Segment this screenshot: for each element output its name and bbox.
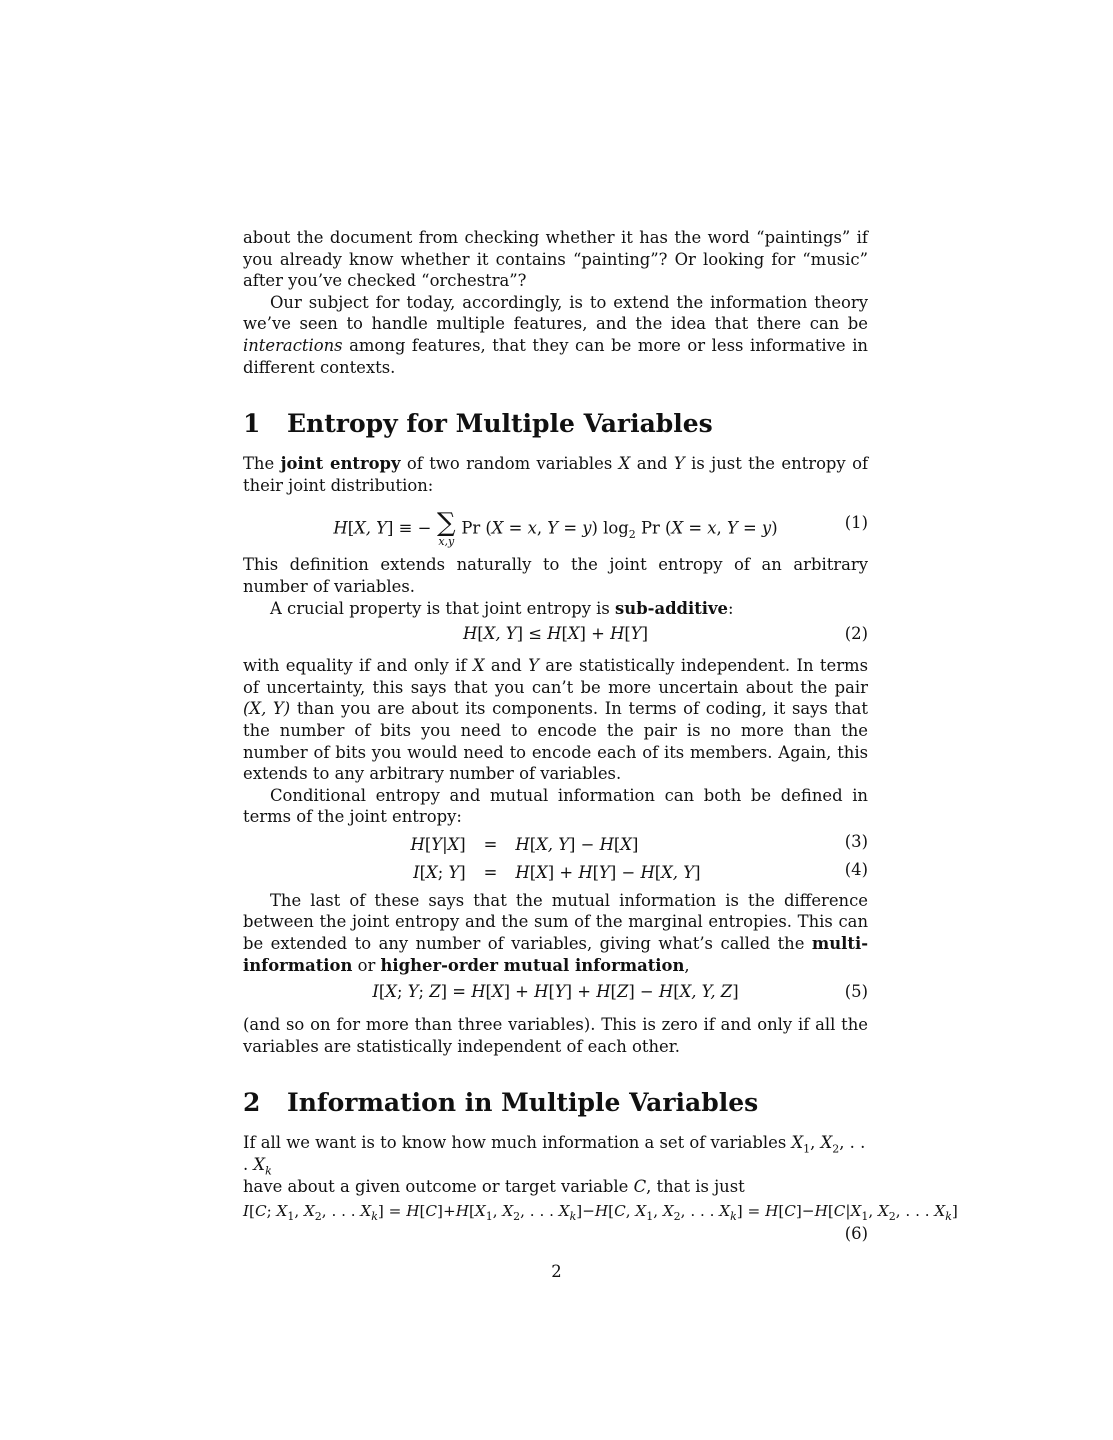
section-1-paragraph-7: (and so on for more than three variables). This is zero if and only if all the variables are statistically independent of each other. xyxy=(243,1015,868,1056)
equation-3: H[Y|X] = H[X, Y] − H[X] xyxy=(410,835,639,855)
page-body xyxy=(243,227,958,1247)
section-1-paragraph-5: Conditional entropy and mutual information can both be defined in terms of the joint entropy: xyxy=(243,785,868,827)
equation-6-body: I[C; $X_1$, $X_2$, . . . $X_k] = H[C]+H[X_1$, $X_2$, . . . $X_k]-H[C$, $X_1$, $X_2$, . . . $X_k] = H[C]-H[C|X_1$, $X_2$, . . . $X_k$] xyxy=(243,1202,958,1224)
intro-paragraph-1: about the document from checking whether it has the word “paintings” if you already know whether it contains “painting”? Or looking for “music” after you’ve checked “orchestra”? xyxy=(243,228,868,291)
section-1-heading: 1 Entropy for Multiple Variables xyxy=(243,409,713,439)
section-2-paragraph-1: If all we want is to know how much information a set of variables $X_1$, $X_2$, . . . $X_k$ have about a given outcome or target variable C, that is just xyxy=(243,1133,866,1196)
sum-symbol: ∑ x,y xyxy=(437,508,456,549)
equation-5-number: (5) xyxy=(844,982,868,1002)
section-1-paragraph-1: The joint entropy of two random variables X and Y is just the entropy of their joint distribution: xyxy=(243,454,869,495)
section-1-paragraph-4: with equality if and only if X and Y are statistically independent. In terms of uncertainty, this says that you can’t be more uncertain about the pair (X, Y) than you are about its components. In terms of coding, it says that the number of bits you need to encode the pair is no more than the number of bits you would need to encode each of its members. Again, this extends to any arbitrary number of variables. xyxy=(243,656,868,784)
equation-6 xyxy=(243,1201,958,1247)
section-1-paragraph-2: This definition extends naturally to the joint entropy of an arbitrary number of variables. xyxy=(243,555,868,596)
section-1-paragraph-6: The last of these says that the mutual information is the difference between the joint entropy and the sum of the marginal entropies. This can be extended to any number of variables, giving what’s called the multi-information or higher-order mutual information, xyxy=(243,890,868,975)
equation-1-number: (1) xyxy=(844,513,868,533)
equation-1 xyxy=(243,500,868,554)
intro-paragraph-2: Our subject for today, accordingly, is to extend the information theory we’ve seen to handle multiple features, and the idea that there can be interactions among features, that they can be more or less informative in different contexts. xyxy=(243,292,868,377)
equation-2-number: (2) xyxy=(844,624,868,644)
equation-2 xyxy=(243,623,868,651)
page-number: 2 xyxy=(551,1262,562,1281)
equation-2-body: H[X, Y] ≤ H[X] + H[Y] xyxy=(462,624,649,644)
section-2-heading: 2 Information in Multiple Variables xyxy=(243,1088,759,1118)
equation-1-body: H[X, Y] ≡ − ∑ x,y Pr (X = x, Y = y) $\log_2 Pr$ (X = x, Y = y) xyxy=(333,508,778,549)
equation-5-body: I[X; Y; Z] = H[X] + H[Y] + H[Z] − H[X, Y, Z] xyxy=(372,982,739,1002)
equations-3-4 xyxy=(243,831,868,887)
equation-4-number: (4) xyxy=(844,859,868,879)
equation-4: I[X; Y] = H[X] + H[Y] − H[X, Y] xyxy=(413,863,701,883)
equation-6-number: (6) xyxy=(844,1224,868,1244)
equation-3-number: (3) xyxy=(844,831,868,851)
equation-5 xyxy=(243,981,868,1009)
section-1-paragraph-3: A crucial property is that joint entropy is sub-additive: xyxy=(270,598,734,618)
